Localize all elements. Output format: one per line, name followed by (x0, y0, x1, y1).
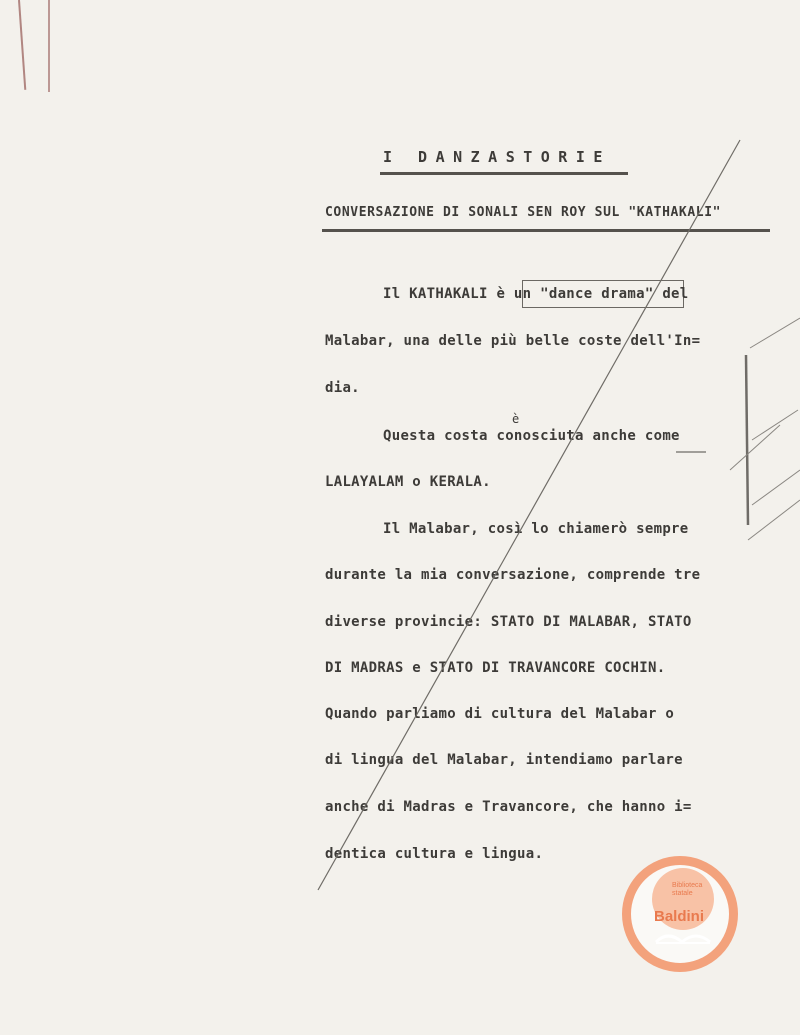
margin-stroke (730, 425, 780, 470)
text-line: di lingua del Malabar, intendiamo parlare (325, 752, 683, 768)
margin-stroke (750, 318, 800, 348)
document-subtitle: CONVERSAZIONE DI SONALI SEN ROY SUL "KATHAKALI" (325, 205, 722, 220)
text-line: Malabar, una delle più belle coste dell'In= (325, 333, 701, 349)
book-icon (652, 926, 714, 946)
document-title: I DANZASTORIE (383, 148, 611, 166)
margin-stroke (748, 500, 800, 540)
margin-stroke (752, 470, 800, 505)
text-line: DI MADRAS e STATO DI TRAVANCORE COCHIN. (325, 660, 666, 676)
library-stamp-text: Baldini (654, 908, 705, 925)
text-line: durante la mia conversazione, comprende tre (325, 567, 701, 583)
text-line: Questa costa conosciuta anche come (383, 428, 680, 444)
library-stamp-small-text: Biblioteca statale (672, 882, 703, 897)
text-line: anche di Madras e Travancore, che hanno i= (325, 799, 692, 815)
margin-bracket-line (746, 355, 748, 525)
text-line: Il Malabar, così lo chiamerò sempre (383, 521, 689, 537)
text-line: Quando parliamo di cultura del Malabar o (325, 706, 675, 722)
text-line: LALAYALAM o KERALA. (325, 474, 491, 490)
margin-stroke (752, 410, 798, 440)
diagonal-strike-line (318, 140, 740, 890)
text-line: diverse provincie: STATO DI MALABAR, STATO (325, 614, 692, 630)
text-line: dentica cultura e lingua. (325, 846, 544, 862)
text-line: dia. (325, 380, 360, 396)
text-line: Il KATHAKALI è un "dance drama" del (383, 286, 689, 302)
insertion-mark: è (512, 412, 520, 426)
